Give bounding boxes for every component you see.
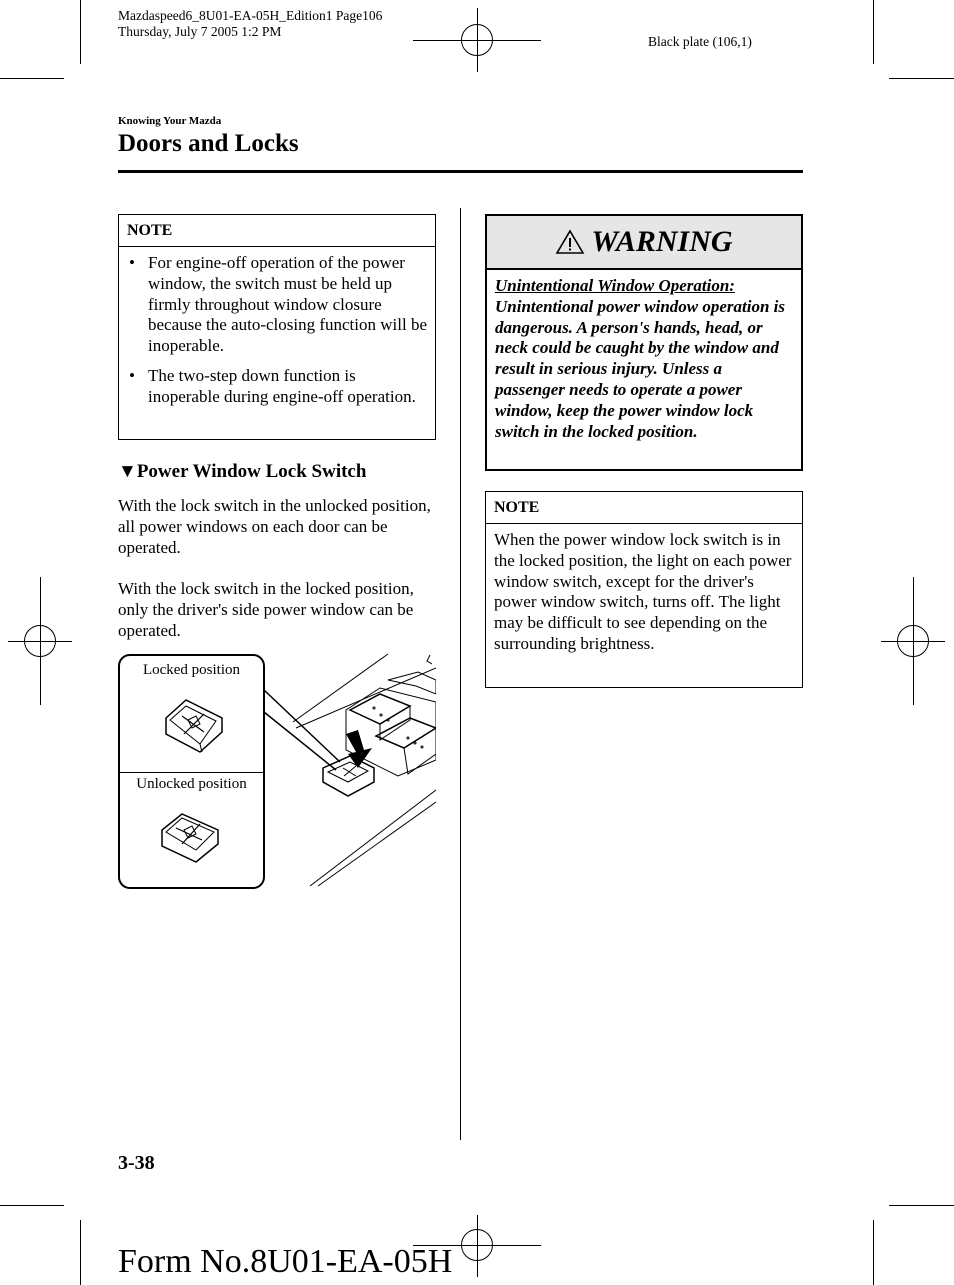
page-number: 3-38 [118,1152,155,1174]
print-info [118,8,382,40]
triangle-marker-icon: ▼ [118,461,137,482]
unlocked-switch-icon [156,806,226,866]
warning-box [485,214,803,471]
lock-switch-heading-text: Power Window Lock Switch [136,461,367,482]
warning-lead: Unintentional Window Operation: [495,276,735,295]
note-heading: NOTE [119,215,435,247]
warning-title: WARNING [591,225,733,258]
lock-switch-heading [118,461,366,483]
date-line: Thursday, July 7 2005 1:2 PM [118,24,282,39]
note-text: When the power window lock switch is in the locked position, the light on each power window switch, except for the driver's power window switch, turns off. The light may be difficult to see depending on the surrounding brightness. [494,530,792,653]
note-box-engine-off [118,214,436,440]
plate-label: Black plate (106,1) [648,34,752,49]
locked-position-label: Locked position [142,662,241,678]
warning-header [487,216,801,270]
column-divider [460,208,461,1140]
note-box-lock-light [485,491,803,688]
callout-divider [120,772,263,773]
warning-body [487,270,801,450]
lock-position-callout [118,654,265,889]
unlocked-position-label: Unlocked position [136,776,247,792]
locked-switch-icon [160,696,230,756]
form-number: Form No.8U01-EA-05H [118,1243,453,1280]
section-category: Knowing Your Mazda [118,115,222,127]
lock-switch-para-unlocked: With the lock switch in the unlocked position, all power windows on each door can be operated. [118,496,431,557]
title-rule [118,170,803,173]
note-bullet: • For engine-off operation of the power window, the switch must be held up firmly throughout window closure because the auto-closing function will be inoperable. [119,253,427,357]
warning-triangle-icon [555,229,585,255]
note-heading: NOTE [486,492,802,524]
file-line: Mazdaspeed6_8U01-EA-05H_Edition1 Page106 [118,8,383,23]
lock-switch-figure [118,650,436,890]
page-title: Doors and Locks [118,130,299,157]
lock-switch-para-locked: With the lock switch in the locked position, only the driver's side power window can be operated. [118,579,414,640]
note-bullet: • The two-step down function is inoperable during engine-off operation. [119,366,427,408]
warning-text: Unintentional power window operation is dangerous. A person's hands, head, or neck could be caught by the window and result in serious injury. Unless a passenger needs to operate a power window, keep the power window lock switch in the locked position. [495,296,786,441]
